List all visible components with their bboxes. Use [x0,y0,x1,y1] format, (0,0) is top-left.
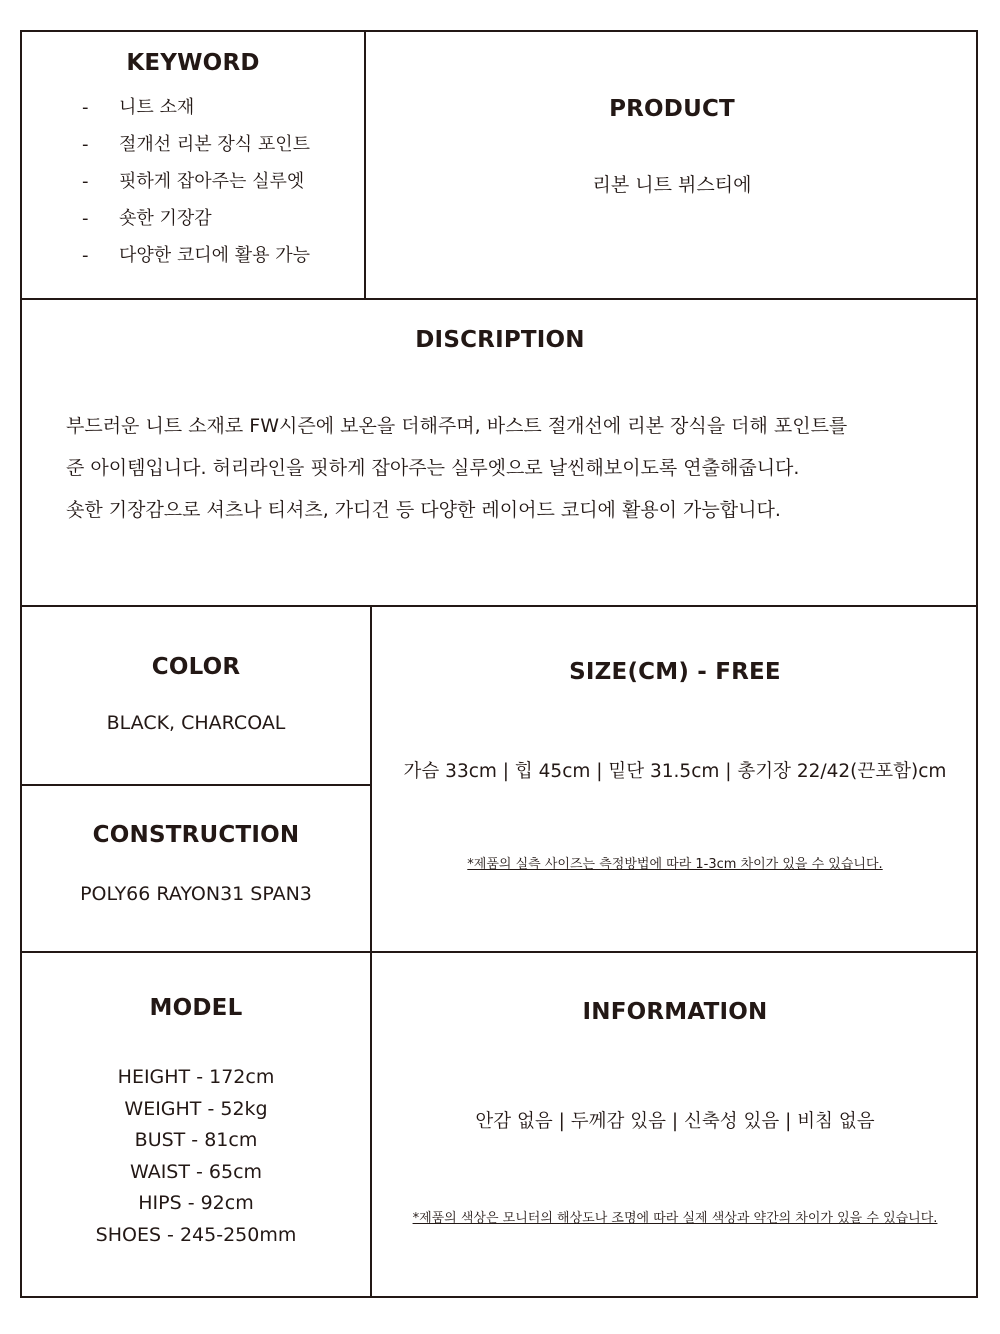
size-value: 가슴 33cm | 힙 45cm | 밑단 31.5cm | 총기장 22/42(끈포함)cm [403,761,947,782]
size-note: *제품의 실측 사이즈는 측정방법에 따라 1-3cm 차이가 있을 수 있습니다. [467,857,883,872]
keyword-item: 다양한 코디에 활용 가능 [119,245,311,266]
model-title: MODEL [149,995,243,1021]
product-title: PRODUCT [609,96,735,122]
keyword-item: 절개선 리본 장식 포인트 [119,134,311,155]
list-item [82,96,310,133]
model-item: BUST - 81cm [134,1129,258,1152]
keyword-section [22,32,364,298]
spec-table [20,30,978,1298]
dash: - [82,134,89,155]
model-item: WAIST - 65cm [129,1160,263,1183]
size-title: SIZE(CM) - FREE [569,659,781,685]
information-value: 안감 없음 | 두께감 있음 | 신축성 있음 | 비침 없음 [475,1111,875,1132]
list-item [82,170,310,207]
description-title: DISCRIPTION [415,327,585,353]
construction-section [22,786,370,951]
product-name: 리본 니트 뷔스티에 [592,174,752,196]
description-line: 숏한 기장감으로 셔츠나 티셔츠, 가디건 등 다양한 레이어드 코디에 활용이 가능합니다. [66,499,781,521]
dash: - [82,97,89,118]
list-item [82,244,310,281]
list-item [82,133,310,170]
construction-title: CONSTRUCTION [92,822,300,848]
keyword-list [82,96,310,281]
list-item [82,207,310,244]
description-body [66,405,966,531]
dash: - [82,208,89,229]
information-note: *제품의 색상은 모니터의 해상도나 조명에 따라 실제 색상과 약간의 차이가 있을 수 있습니다. [412,1211,938,1226]
keyword-title: KEYWORD [126,50,260,76]
dash: - [82,171,89,192]
model-list [22,1062,370,1252]
color-value: BLACK, CHARCOAL [106,712,286,734]
size-section [372,607,978,951]
model-item: HEIGHT - 172cm [117,1066,275,1088]
model-section [22,953,370,1298]
product-section [366,32,978,298]
information-title: INFORMATION [582,999,768,1025]
model-item: SHOES - 245-250mm [95,1223,297,1246]
description-section [22,300,978,605]
keyword-item: 핏하게 잡아주는 실루엣 [119,171,305,192]
keyword-item: 숏한 기장감 [119,208,212,229]
model-item: HIPS - 92cm [138,1192,254,1215]
description-line: 부드러운 니트 소재로 FW시즌에 보온을 더해주며, 바스트 절개선에 리본 장식을 더해 포인트를 [66,415,848,437]
keyword-item: 니트 소재 [119,97,195,118]
color-section [22,607,370,784]
dash: - [82,245,89,266]
description-line: 준 아이템입니다. 허리라인을 핏하게 잡아주는 실루엣으로 날씬해보이도록 연출해줍니다. [66,457,800,479]
color-title: COLOR [151,654,241,680]
information-section [372,953,978,1298]
construction-value: POLY66 RAYON31 SPAN3 [80,883,312,905]
model-item: WEIGHT - 52kg [124,1097,268,1120]
